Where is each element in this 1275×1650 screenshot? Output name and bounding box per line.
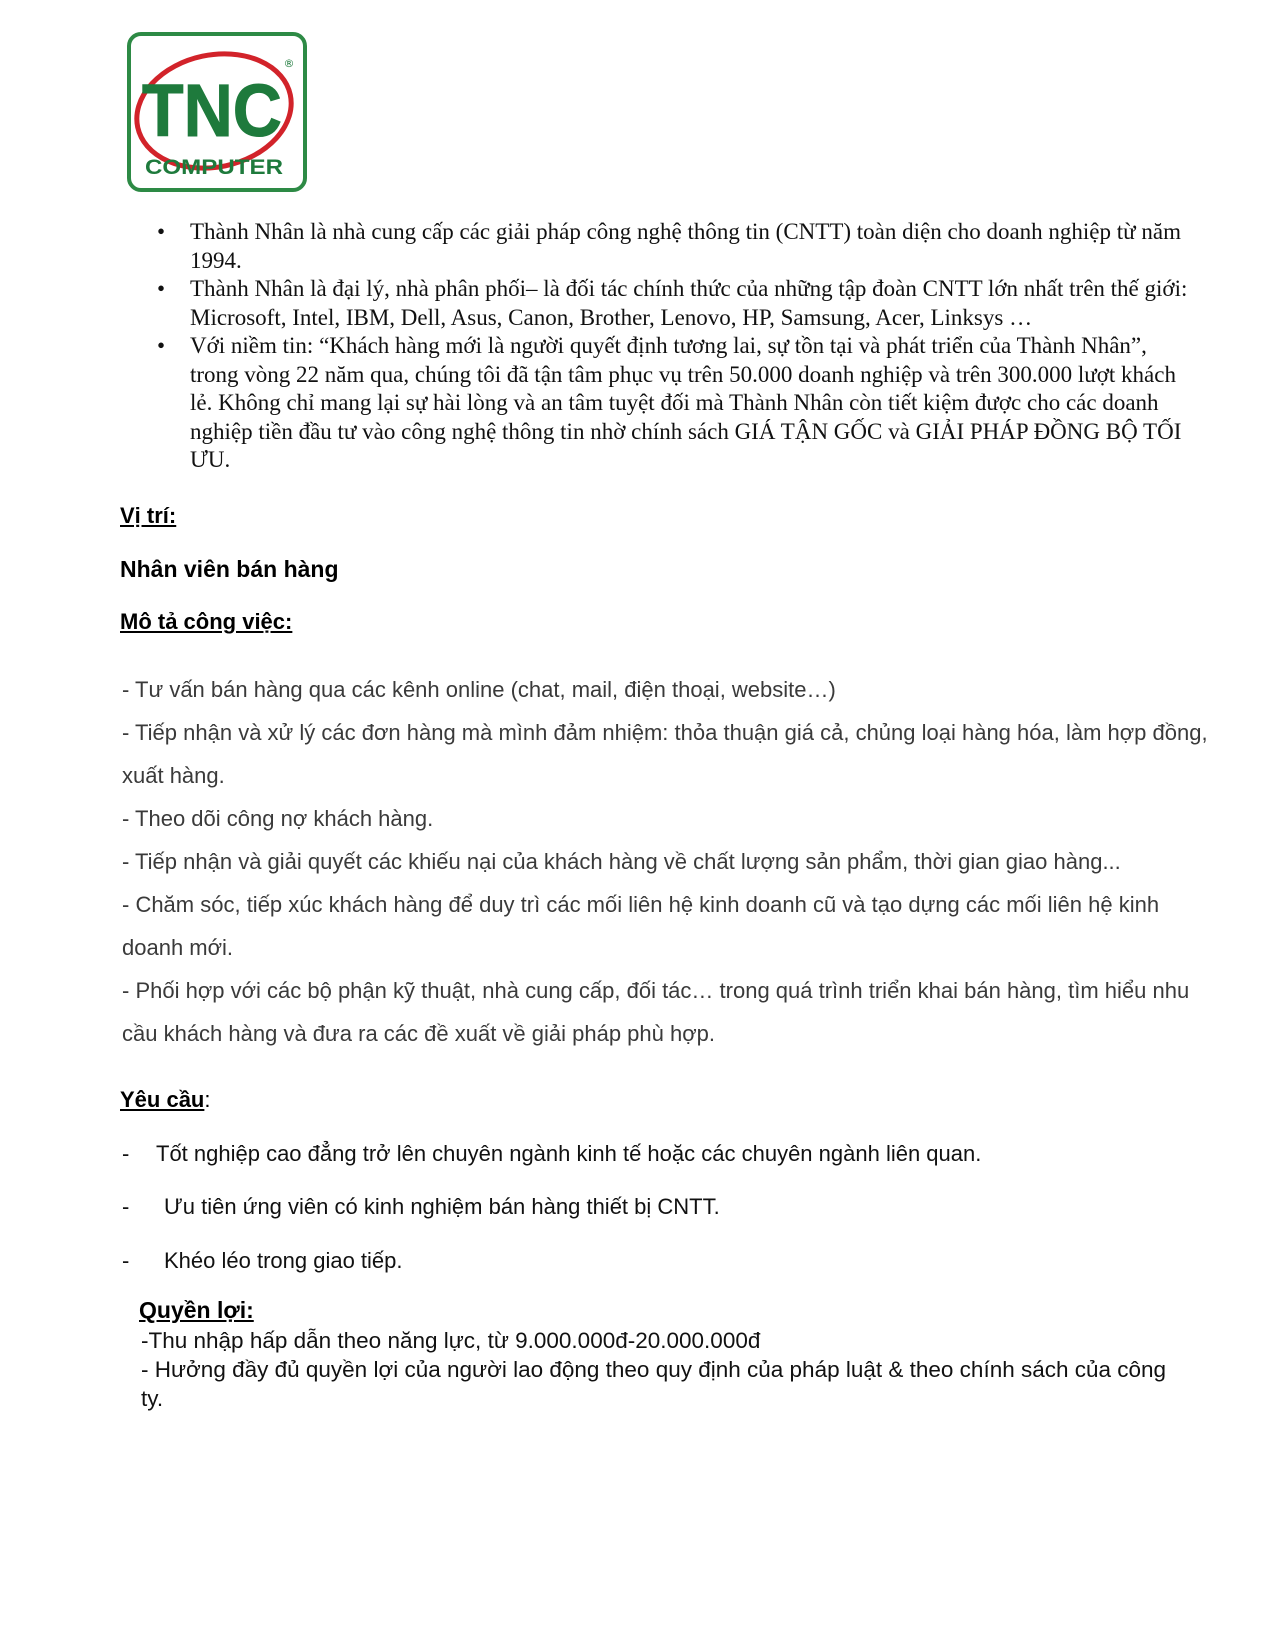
- requirements-heading-colon: :: [204, 1087, 211, 1112]
- job-description-item: - Theo dõi công nợ khách hàng.: [122, 806, 434, 831]
- tnc-computer-logo: [126, 31, 308, 193]
- position-heading: Vị trí:: [120, 503, 177, 528]
- benefits-list: [141, 1326, 1191, 1413]
- job-description-item: - Tư vấn bán hàng qua các kênh online (chat, mail, điện thoại, website…): [122, 677, 836, 702]
- requirement-text: Khéo léo trong giao tiếp.: [164, 1248, 403, 1273]
- benefit-item: - Hưởng đầy đủ quyền lợi của người lao động theo quy định của pháp luật & theo chính sách của công ty.: [141, 1357, 1167, 1411]
- logo-letters: TNC: [142, 69, 282, 152]
- job-description-item: - Tiếp nhận và giải quyết các khiếu nại của khách hàng về chất lượng sản phẩm, thời gian giao hàng...: [122, 849, 1121, 874]
- requirement-dash: -: [122, 1141, 130, 1166]
- requirement-dash: -: [122, 1194, 130, 1219]
- requirements-heading: Yêu cầu: [120, 1087, 205, 1112]
- benefit-item: -Thu nhập hấp dẫn theo năng lực, từ 9.000.000đ-20.000.000đ: [141, 1328, 761, 1353]
- job-description-list: [122, 668, 1212, 1055]
- requirements-heading-line: [120, 1087, 211, 1113]
- requirement-item: [122, 1141, 1212, 1167]
- intro-bullet: • Thành Nhân là nhà cung cấp các giải pháp công nghệ thông tin (CNTT) toàn diện cho doanh nghiệp từ năm 1994.: [150, 218, 1195, 275]
- job-description-item: - Phối hợp với các bộ phận kỹ thuật, nhà cung cấp, đối tác… trong quá trình triển khai bán hàng, tìm hiểu nhu cầu khách hàng và đưa ra các đề xuất về giải pháp phù hợp.: [122, 978, 1190, 1046]
- requirement-item: [122, 1194, 1212, 1220]
- logo-subtitle: COMPUTER: [145, 156, 283, 179]
- intro-bullet-list: [150, 218, 1195, 475]
- logo-registered-mark: ®: [283, 57, 295, 70]
- requirement-text: Ưu tiên ứng viên có kinh nghiệm bán hàng thiết bị CNTT.: [164, 1194, 720, 1219]
- job-description-item: - Tiếp nhận và xử lý các đơn hàng mà mình đảm nhiệm: thỏa thuận giá cả, chủng loại hàng hóa, làm hợp đồng, xuất hàng.: [122, 720, 1208, 788]
- requirement-item: [122, 1248, 1212, 1274]
- requirement-text: Tốt nghiệp cao đẳng trở lên chuyên ngành kinh tế hoặc các chuyên ngành liên quan.: [156, 1141, 982, 1166]
- intro-bullet: • Với niềm tin: “Khách hàng mới là người quyết định tương lai, sự tồn tại và phát triển của Thành Nhân”, trong vòng 22 năm qua, chúng tôi đã tận tâm phục vụ trên 50.000 doanh nghiệp và trên 300.000 lượt khách lẻ. Không chỉ mang lại sự hài lòng và an tâm tuyệt đối mà Thành Nhân còn tiết kiệm được cho các doanh nghiệp tiền đầu tư vào công nghệ thông tin nhờ chính sách GIÁ TẬN GỐC và GIẢI PHÁP ĐỒNG BỘ TỐI ƯU.: [150, 332, 1195, 475]
- job-description-item: - Chăm sóc, tiếp xúc khách hàng để duy trì các mối liên hệ kinh doanh cũ và tạo dựng các mối liên hệ kinh doanh mới.: [122, 892, 1160, 960]
- job-description-heading: Mô tả công việc:: [120, 609, 293, 634]
- benefits-heading: Quyền lợi:: [139, 1297, 254, 1323]
- position-title: Nhân viên bán hàng: [120, 556, 339, 582]
- intro-bullet: • Thành Nhân là đại lý, nhà phân phối– là đối tác chính thức của những tập đoàn CNTT lớn nhất trên thế giới: Microsoft, Intel, IBM, Dell, Asus, Canon, Brother, Lenovo, HP, Samsung, Acer, Linksys …: [150, 275, 1195, 332]
- requirement-dash: -: [122, 1248, 130, 1273]
